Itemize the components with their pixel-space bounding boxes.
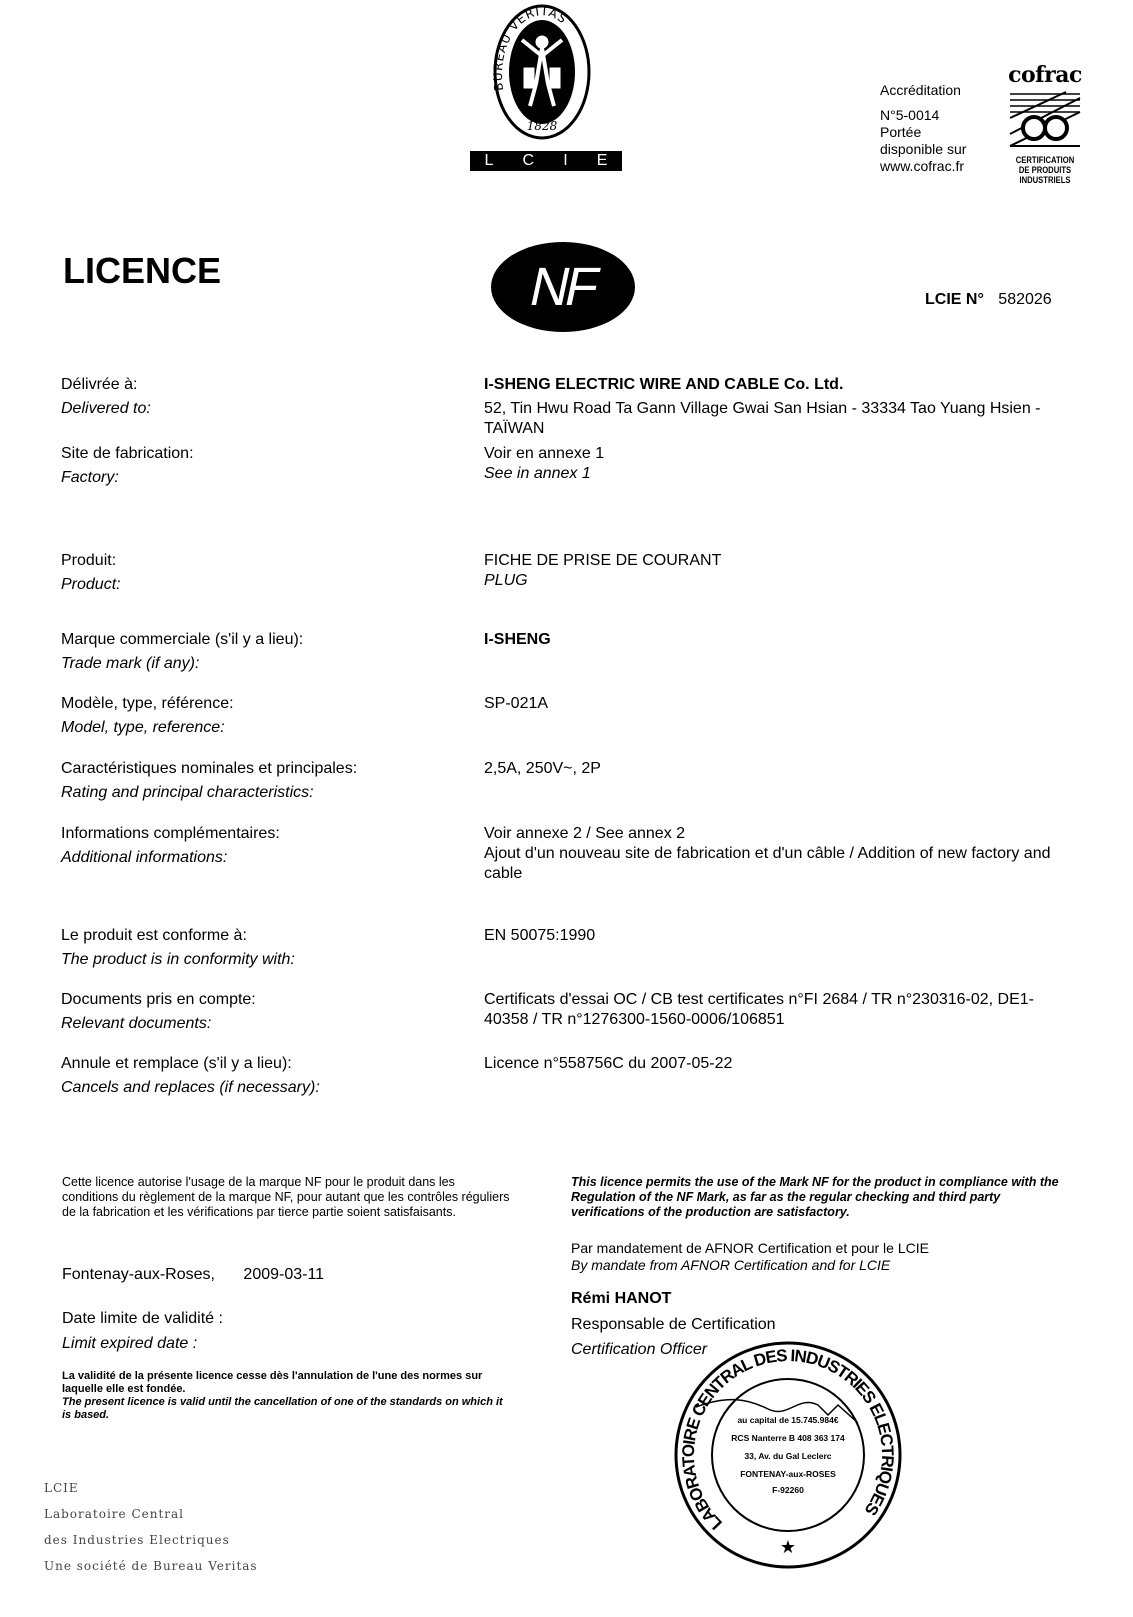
field-label <box>61 757 357 805</box>
field-label-en: Rating and principal characteristics: <box>61 784 314 801</box>
field-value <box>484 926 1064 946</box>
field-value-line: 52, Tin Hwu Road Ta Gann Village Gwai San Hsian - 33334 Tao Yuang Hsien - TAÏWAN <box>484 400 1041 437</box>
field-value <box>484 444 1064 484</box>
permit-fr: Cette licence autorise l'usage de la marque NF pour le produit dans les conditions du règlement de la marque NF, pour autant que les contrôles réguliers de la fabrication et les vérifications par tierce partie soient satisfaisants. <box>62 1175 510 1219</box>
field-label-fr: Caractéristiques nominales et principales: <box>61 760 358 777</box>
licence-number-label: LCIE N° <box>925 291 984 308</box>
field-label-en: The product is in conformity with: <box>61 951 295 968</box>
field-label-fr: Marque commerciale (s'il y a lieu): <box>61 631 304 648</box>
field-label-fr: Modèle, type, référence: <box>61 695 234 712</box>
field-value <box>484 551 1064 591</box>
stamp-line: RCS Nanterre B 408 363 174 <box>731 1433 845 1443</box>
field-label-en: Relevant documents: <box>61 1015 212 1032</box>
field-label-en: Product: <box>61 576 121 593</box>
cofrac-sub: DE PRODUITS <box>1018 165 1072 175</box>
field-value-line: Certificats d'essai OC / CB test certificates n°FI 2684 / TR n°230316-02, DE1-40358 / TR n°1276300-1560-0006/106851 <box>484 991 1035 1028</box>
field-label-en: Cancels and replaces (if necessary): <box>61 1079 320 1096</box>
field-value-line: I-SHENG <box>484 631 551 648</box>
band-letter: L <box>484 152 494 169</box>
field-value-line: Voir en annexe 1 <box>484 445 605 462</box>
signer-name: Rémi HANOT <box>571 1290 672 1307</box>
field-label <box>61 988 256 1036</box>
field-value-line: I-SHENG ELECTRIC WIRE AND CABLE Co. Ltd. <box>484 376 844 393</box>
stamp-line: F-92260 <box>772 1485 804 1495</box>
field-label <box>61 442 194 490</box>
nf-mark-text: NF <box>524 257 602 317</box>
cofrac-sub: INDUSTRIELS <box>1019 175 1071 185</box>
field-value-line: Ajout d'un nouveau site de fabrication et d'un câble / Addition of new factory and cable <box>484 845 1051 882</box>
nf-mark-logo <box>491 242 635 332</box>
field-label <box>61 373 151 421</box>
field-value-line: PLUG <box>484 572 528 589</box>
field-value-line: Licence n°558756C du 2007-05-22 <box>484 1055 733 1072</box>
place: Fontenay-aux-Roses, <box>62 1266 215 1283</box>
field-value <box>484 1054 1064 1074</box>
field-value <box>484 694 1064 714</box>
mandate-en: By mandate from AFNOR Certification and for LCIE <box>571 1257 891 1273</box>
field-value-line: See in annex 1 <box>484 465 591 482</box>
accreditation-line: disponible sur <box>880 141 967 157</box>
accreditation-block <box>880 82 1010 175</box>
signer-role-fr: Responsable de Certification <box>571 1316 776 1333</box>
field-label-en: Model, type, reference: <box>61 719 225 736</box>
field-label-fr: Site de fabrication: <box>61 445 194 462</box>
validity-note-fr: La validité de la présente licence cesse dès l'annulation de l'une des normes sur laquelle elle est fondée. <box>62 1370 483 1395</box>
licence-number-value: 582026 <box>998 291 1052 308</box>
band-letter: C <box>522 152 535 169</box>
page-title: LICENCE <box>63 250 222 291</box>
field-value-line: FICHE DE PRISE DE COURANT <box>484 552 722 569</box>
field-value-line: Voir annexe 2 / See annex 2 <box>484 825 686 842</box>
bv-ring-text: BUREAU VERITAS <box>490 4 571 92</box>
field-value-line: EN 50075:1990 <box>484 927 596 944</box>
band-letter: I <box>563 152 568 169</box>
field-value <box>484 375 1064 439</box>
band-letter: E <box>596 152 608 169</box>
field-label-fr: Informations complémentaires: <box>61 825 280 842</box>
bureau-veritas-logo <box>478 2 644 174</box>
field-label <box>61 628 303 676</box>
accreditation-title: Accréditation <box>880 82 961 98</box>
field-label <box>61 1052 320 1100</box>
footer-line: LCIE <box>44 1481 79 1495</box>
mandate-fr: Par mandatement de AFNOR Certification et pour le LCIE <box>571 1240 929 1256</box>
field-label-fr: Documents pris en compte: <box>61 991 256 1008</box>
validity-fr: Date limite de validité : <box>62 1310 223 1327</box>
field-label-fr: Annule et remplace (s'il y a lieu): <box>61 1055 292 1072</box>
stamp-ring-text: LABORATOIRE CENTRAL DES INDUSTRIES ELECTRIQUES <box>678 1345 898 1534</box>
field-label-en: Factory: <box>61 469 119 486</box>
cofrac-brand: cofrac <box>1008 62 1082 88</box>
footer-line: Une société de Bureau Veritas <box>44 1559 258 1573</box>
field-value <box>484 990 1064 1030</box>
field-value <box>484 759 1064 779</box>
signer-role-en: Certification Officer <box>571 1341 708 1358</box>
field-value-line: SP-021A <box>484 695 549 712</box>
field-value <box>484 630 1064 650</box>
accreditation-line: Portée <box>880 124 922 140</box>
accreditation-number: N°5-0014 <box>880 107 940 123</box>
field-label-fr: Le produit est conforme à: <box>61 927 247 944</box>
validity-en: Limit expired date : <box>62 1335 198 1352</box>
stamp-line: 33, Av. du Gal Leclerc <box>744 1451 832 1461</box>
licence-number <box>925 290 1052 310</box>
field-label-fr: Produit: <box>61 552 117 569</box>
field-label-en: Trade mark (if any): <box>61 655 200 672</box>
official-stamp <box>668 1335 908 1575</box>
cofrac-logo <box>1006 62 1084 190</box>
stamp-line: au capital de 15.745.984€ <box>737 1415 839 1425</box>
field-label <box>61 924 295 972</box>
stamp-line: FONTENAY-aux-ROSES <box>740 1469 836 1479</box>
field-label-en: Delivered to: <box>61 400 151 417</box>
accreditation-url: www.cofrac.fr <box>880 158 965 174</box>
footer-line: des Industries Electriques <box>44 1533 230 1547</box>
field-label <box>61 692 234 740</box>
field-label <box>61 549 121 597</box>
lcie-band <box>470 151 622 171</box>
stamp-star-icon: ★ <box>779 1537 797 1557</box>
cofrac-emblem-icon <box>1006 88 1084 150</box>
field-label <box>61 822 280 870</box>
field-value <box>484 824 1064 884</box>
field-value-line: 2,5A, 250V~, 2P <box>484 760 601 777</box>
footer <box>44 1475 258 1579</box>
footer-line: Laboratoire Central <box>44 1507 185 1521</box>
field-label-en: Additional informations: <box>61 849 228 866</box>
field-label-fr: Délivrée à: <box>61 376 138 393</box>
mandate <box>571 1240 929 1274</box>
cofrac-sub: CERTIFICATION <box>1015 155 1075 165</box>
permit-en: This licence permits the use of the Mark NF for the product in compliance with the Regulation of the NF Mark, as far as the regular checking and third party verifications of the production are satisfactory. <box>571 1175 1059 1219</box>
bv-year: 1828 <box>526 119 558 133</box>
validity-note-en: The present licence is valid until the cancellation of one of the standards on which it is based. <box>62 1396 503 1421</box>
place-date <box>62 1265 324 1285</box>
issue-date: 2009-03-11 <box>243 1266 325 1283</box>
